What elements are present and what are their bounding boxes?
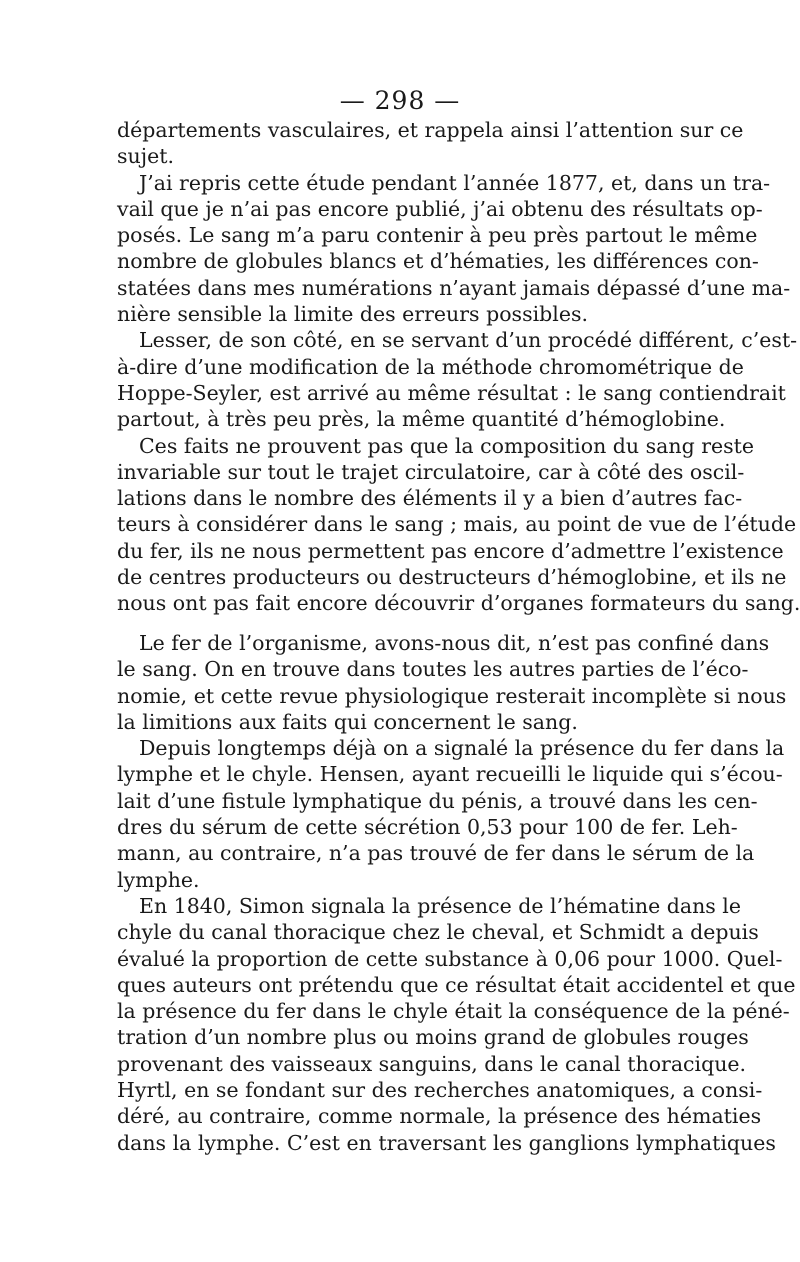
text-line: Le fer de l’organisme, avons-nous dit, n’est pas confiné dans — [139, 631, 770, 655]
text-line: Lesser, de son côté, en se servant d’un procédé différent, c’est- — [139, 328, 798, 353]
text-line: nous ont pas fait encore découvrir d’organes formateurs du sang. — [117, 591, 800, 616]
text-line: de centres producteurs ou destructeurs d’hémoglobine, et ils ne — [117, 565, 787, 590]
text-line: vail que je n’ai pas encore publié, j’ai obtenu des résultats op- — [117, 196, 763, 221]
text-line: déré, au contraire, comme normale, la présence des hématies — [117, 1104, 762, 1129]
text-line: dres du sérum de cette sécrétion 0,53 pour 100 de fer. Leh- — [117, 815, 738, 840]
text-line: partout, à très peu près, la même quantité d’hémoglobine. — [117, 407, 726, 432]
text-line: évalué la proportion de cette substance à 0,06 pour 1000. Quel- — [117, 946, 783, 971]
text-line: chyle du canal thoracique chez le cheval, et Schmidt a depuis — [117, 920, 759, 945]
text-line: Depuis longtemps déjà on a signalé la présence du fer dans la — [139, 736, 785, 761]
text-line: lymphe. — [117, 867, 200, 892]
text-line: Ces faits ne prouvent pas que la composition du sang reste — [139, 433, 755, 458]
text-line: du fer, ils ne nous permettent pas encore d’admettre l’existence — [117, 538, 784, 563]
text-line: Hoppe-Seyler, est arrivé au même résultat : le sang contiendrait — [117, 380, 786, 405]
text-line: la présence du fer dans le chyle était la conséquence de la péné- — [117, 999, 790, 1024]
text-line: En 1840, Simon signala la présence de l’hématine dans le — [139, 893, 741, 918]
text-line: provenant des vaisseaux sanguins, dans le canal thoracique. — [117, 1051, 747, 1076]
text-line: Hyrtl, en se fondant sur des recherches anatomiques, a consi- — [117, 1078, 763, 1103]
text-line: ques auteurs ont prétendu que ce résultat était accidentel et que — [117, 972, 796, 997]
text-line: teurs à considérer dans le sang ; mais, au point de vue de l’étude — [117, 512, 797, 537]
text-block-top — [117, 117, 800, 617]
text-line: le sang. On en trouve dans toutes les autres parties de l’éco- — [117, 657, 749, 682]
text-line: nière sensible la limite des erreurs possibles. — [117, 302, 588, 327]
text-line: sujet. — [117, 144, 174, 169]
text-line: posés. Le sang m’a paru contenir à peu près partout le même — [117, 223, 758, 248]
text-line: tration d’un nombre plus ou moins grand de globules rouges — [117, 1025, 749, 1050]
text-line: départements vasculaires, et rappela ainsi l’attention sur ce — [117, 118, 744, 142]
text-line: nombre de globules blancs et d’hématies, les différences con- — [117, 249, 759, 274]
text-line: lymphe et le chyle. Hensen, ayant recueilli le liquide qui s’écou- — [117, 762, 783, 787]
text-line: J’ai repris cette étude pendant l’année 1877, et, dans un tra- — [139, 170, 771, 195]
text-line: dans la lymphe. C’est en traversant les ganglions lymphatiques — [117, 1130, 776, 1155]
text-block-bottom — [117, 630, 796, 1156]
text-line: à-dire d’une modification de la méthode chromométrique de — [117, 354, 744, 379]
text-line: nomie, et cette revue physiologique resterait incomplète si nous — [117, 683, 787, 708]
text-line: lations dans le nombre des éléments il y a bien d’autres fac- — [117, 486, 743, 511]
text-line: invariable sur tout le trajet circulatoire, car à côté des oscil- — [117, 459, 745, 484]
text-line: mann, au contraire, n’a pas trouvé de fer dans le sérum de la — [117, 841, 755, 866]
text-line: lait d’une fistule lymphatique du pénis, a trouvé dans les cen- — [117, 788, 758, 813]
text-line: la limitions aux faits qui concernent le sang. — [117, 709, 578, 734]
text-line: statées dans mes numérations n’ayant jamais dépassé d’une ma- — [117, 275, 791, 300]
page-number: — 298 — — [339, 86, 461, 115]
